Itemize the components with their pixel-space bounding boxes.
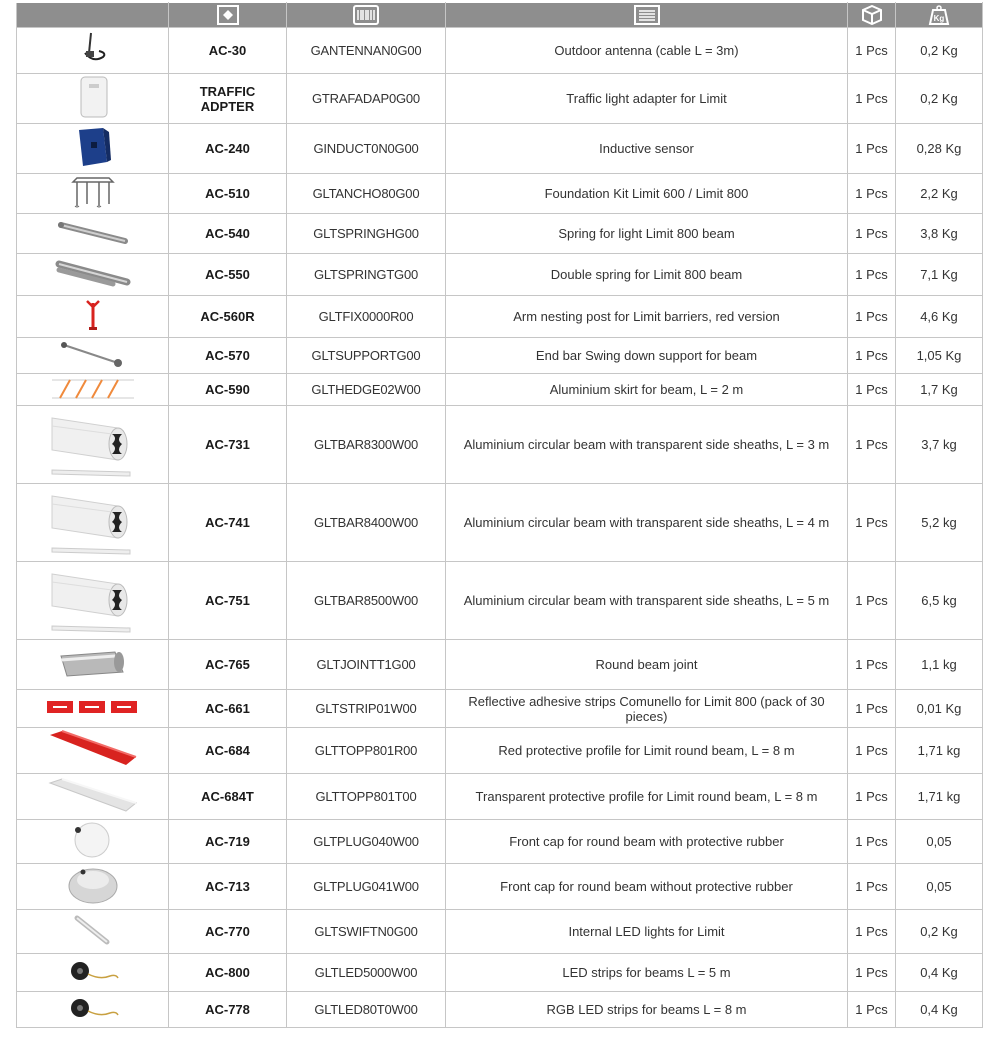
product-code: AC-661 — [169, 690, 287, 728]
product-code: AC-770 — [169, 910, 287, 954]
product-code: AC-778 — [169, 992, 287, 1028]
table-row — [17, 124, 983, 174]
product-reference: GLTSTRIP01W00 — [287, 690, 446, 728]
product-image — [17, 74, 169, 124]
product-reference: GANTENNAN0G00 — [287, 28, 446, 74]
table-row — [17, 374, 983, 406]
product-weight: 4,6 Kg — [896, 296, 983, 338]
product-quantity: 1 Pcs — [848, 338, 896, 374]
product-description: Round beam joint — [446, 640, 848, 690]
product-description: Double spring for Limit 800 beam — [446, 254, 848, 296]
product-weight: 1,1 kg — [896, 640, 983, 690]
product-quantity: 1 Pcs — [848, 774, 896, 820]
product-weight: 1,7 Kg — [896, 374, 983, 406]
product-image — [17, 864, 169, 910]
product-quantity: 1 Pcs — [848, 820, 896, 864]
product-description: Aluminium skirt for beam, L = 2 m — [446, 374, 848, 406]
product-description: Outdoor antenna (cable L = 3m) — [446, 28, 848, 74]
product-quantity: 1 Pcs — [848, 406, 896, 484]
product-code: AC-751 — [169, 562, 287, 640]
product-weight: 0,01 Kg — [896, 690, 983, 728]
table-row — [17, 910, 983, 954]
product-image — [17, 690, 169, 728]
product-reference: GLTBAR8400W00 — [287, 484, 446, 562]
table-row — [17, 992, 983, 1028]
product-image — [17, 484, 169, 562]
product-quantity: 1 Pcs — [848, 254, 896, 296]
product-code: AC-590 — [169, 374, 287, 406]
product-description: Front cap for round beam with protective rubber — [446, 820, 848, 864]
header-code-col — [169, 3, 287, 28]
product-image — [17, 992, 169, 1028]
product-weight: 2,2 Kg — [896, 174, 983, 214]
product-reference: GLTBAR8300W00 — [287, 406, 446, 484]
product-weight: 0,2 Kg — [896, 28, 983, 74]
product-quantity: 1 Pcs — [848, 174, 896, 214]
product-reference: GLTANCHO80G00 — [287, 174, 446, 214]
accessories-table — [16, 2, 983, 1028]
product-code: AC-540 — [169, 214, 287, 254]
table-row — [17, 296, 983, 338]
product-weight: 0,2 Kg — [896, 74, 983, 124]
product-description: Foundation Kit Limit 600 / Limit 800 — [446, 174, 848, 214]
table-row — [17, 254, 983, 296]
product-image — [17, 254, 169, 296]
product-code: AC-510 — [169, 174, 287, 214]
product-reference: GLTPLUG040W00 — [287, 820, 446, 864]
product-quantity: 1 Pcs — [848, 640, 896, 690]
product-quantity: 1 Pcs — [848, 728, 896, 774]
product-reference: GINDUCT0N0G00 — [287, 124, 446, 174]
product-image — [17, 728, 169, 774]
product-code: AC-570 — [169, 338, 287, 374]
product-code: AC-560R — [169, 296, 287, 338]
product-weight: 0,05 — [896, 820, 983, 864]
product-reference: GLTFIX0000R00 — [287, 296, 446, 338]
product-code: TRAFFIC ADPTER — [169, 74, 287, 124]
product-weight: 1,71 kg — [896, 728, 983, 774]
package-icon — [861, 5, 883, 25]
product-code: AC-731 — [169, 406, 287, 484]
product-weight: 0,05 — [896, 864, 983, 910]
header-weight-col — [896, 3, 983, 28]
table-row — [17, 640, 983, 690]
table-row — [17, 774, 983, 820]
product-description: Arm nesting post for Limit barriers, red version — [446, 296, 848, 338]
product-code: AC-550 — [169, 254, 287, 296]
product-reference: GLTSWIFTN0G00 — [287, 910, 446, 954]
product-description: Front cap for round beam without protective rubber — [446, 864, 848, 910]
svg-text:Kg: Kg — [933, 14, 945, 23]
product-description: Inductive sensor — [446, 124, 848, 174]
product-reference: GLTLED5000W00 — [287, 954, 446, 992]
product-image — [17, 910, 169, 954]
product-image — [17, 174, 169, 214]
product-quantity: 1 Pcs — [848, 214, 896, 254]
header-ref-col — [287, 3, 446, 28]
product-description: LED strips for beams L = 5 m — [446, 954, 848, 992]
product-description: Aluminium circular beam with transparent side sheaths, L = 3 m — [446, 406, 848, 484]
header-row — [17, 3, 983, 28]
product-icon — [217, 5, 239, 25]
product-reference: GTRAFADAP0G00 — [287, 74, 446, 124]
header-desc-col — [446, 3, 848, 28]
weight-kg-icon — [927, 5, 951, 25]
product-image — [17, 296, 169, 338]
product-code: AC-713 — [169, 864, 287, 910]
product-description: End bar Swing down support for beam — [446, 338, 848, 374]
product-description: Reflective adhesive strips Comunello for Limit 800 (pack of 30 pieces) — [446, 690, 848, 728]
product-code: AC-719 — [169, 820, 287, 864]
product-reference: GLTBAR8500W00 — [287, 562, 446, 640]
product-description: Red protective profile for Limit round beam, L = 8 m — [446, 728, 848, 774]
product-description: Traffic light adapter for Limit — [446, 74, 848, 124]
product-quantity: 1 Pcs — [848, 296, 896, 338]
table-row — [17, 406, 983, 484]
product-reference: GLTLED80T0W00 — [287, 992, 446, 1028]
product-quantity: 1 Pcs — [848, 484, 896, 562]
product-image — [17, 338, 169, 374]
table-row — [17, 174, 983, 214]
table-row — [17, 74, 983, 124]
table-row — [17, 728, 983, 774]
product-quantity: 1 Pcs — [848, 562, 896, 640]
product-description: Spring for light Limit 800 beam — [446, 214, 848, 254]
product-weight: 5,2 kg — [896, 484, 983, 562]
product-weight: 3,7 kg — [896, 406, 983, 484]
product-quantity: 1 Pcs — [848, 992, 896, 1028]
table-row — [17, 820, 983, 864]
table-row — [17, 214, 983, 254]
product-image — [17, 640, 169, 690]
product-weight: 1,05 Kg — [896, 338, 983, 374]
product-image — [17, 406, 169, 484]
product-quantity: 1 Pcs — [848, 910, 896, 954]
product-quantity: 1 Pcs — [848, 28, 896, 74]
product-quantity: 1 Pcs — [848, 124, 896, 174]
product-description: Aluminium circular beam with transparent side sheaths, L = 4 m — [446, 484, 848, 562]
product-image — [17, 820, 169, 864]
description-icon — [634, 5, 660, 25]
product-weight: 0,4 Kg — [896, 992, 983, 1028]
header-image-col — [17, 3, 169, 28]
product-quantity: 1 Pcs — [848, 74, 896, 124]
barcode-icon — [353, 5, 379, 25]
table-row — [17, 562, 983, 640]
product-weight: 3,8 Kg — [896, 214, 983, 254]
product-description: Internal LED lights for Limit — [446, 910, 848, 954]
product-reference: GLTSUPPORTG00 — [287, 338, 446, 374]
product-reference: GLTTOPP801R00 — [287, 728, 446, 774]
table-row — [17, 484, 983, 562]
product-reference: GLTPLUG041W00 — [287, 864, 446, 910]
product-quantity: 1 Pcs — [848, 690, 896, 728]
product-reference: GLTSPRINGTG00 — [287, 254, 446, 296]
product-image — [17, 374, 169, 406]
product-description: Aluminium circular beam with transparent side sheaths, L = 5 m — [446, 562, 848, 640]
product-code: AC-30 — [169, 28, 287, 74]
product-reference: GLTTOPP801T00 — [287, 774, 446, 820]
product-weight: 0,4 Kg — [896, 954, 983, 992]
product-reference: GLTJOINTT1G00 — [287, 640, 446, 690]
product-weight: 6,5 kg — [896, 562, 983, 640]
table-row — [17, 338, 983, 374]
product-reference: GLTHEDGE02W00 — [287, 374, 446, 406]
product-code: AC-684 — [169, 728, 287, 774]
table-row — [17, 28, 983, 74]
product-description: RGB LED strips for beams L = 8 m — [446, 992, 848, 1028]
product-image — [17, 214, 169, 254]
product-reference: GLTSPRINGHG00 — [287, 214, 446, 254]
product-code: AC-765 — [169, 640, 287, 690]
product-description: Transparent protective profile for Limit round beam, L = 8 m — [446, 774, 848, 820]
product-code: AC-684T — [169, 774, 287, 820]
product-code: AC-240 — [169, 124, 287, 174]
product-weight: 7,1 Kg — [896, 254, 983, 296]
product-code: AC-800 — [169, 954, 287, 992]
product-image — [17, 774, 169, 820]
product-quantity: 1 Pcs — [848, 954, 896, 992]
product-quantity: 1 Pcs — [848, 374, 896, 406]
product-image — [17, 562, 169, 640]
header-qty-col — [848, 3, 896, 28]
table-row — [17, 864, 983, 910]
table-row — [17, 954, 983, 992]
product-quantity: 1 Pcs — [848, 864, 896, 910]
product-weight: 0,2 Kg — [896, 910, 983, 954]
product-image — [17, 954, 169, 992]
product-weight: 0,28 Kg — [896, 124, 983, 174]
product-weight: 1,71 kg — [896, 774, 983, 820]
table-row — [17, 690, 983, 728]
product-image — [17, 124, 169, 174]
product-image — [17, 28, 169, 74]
product-code: AC-741 — [169, 484, 287, 562]
